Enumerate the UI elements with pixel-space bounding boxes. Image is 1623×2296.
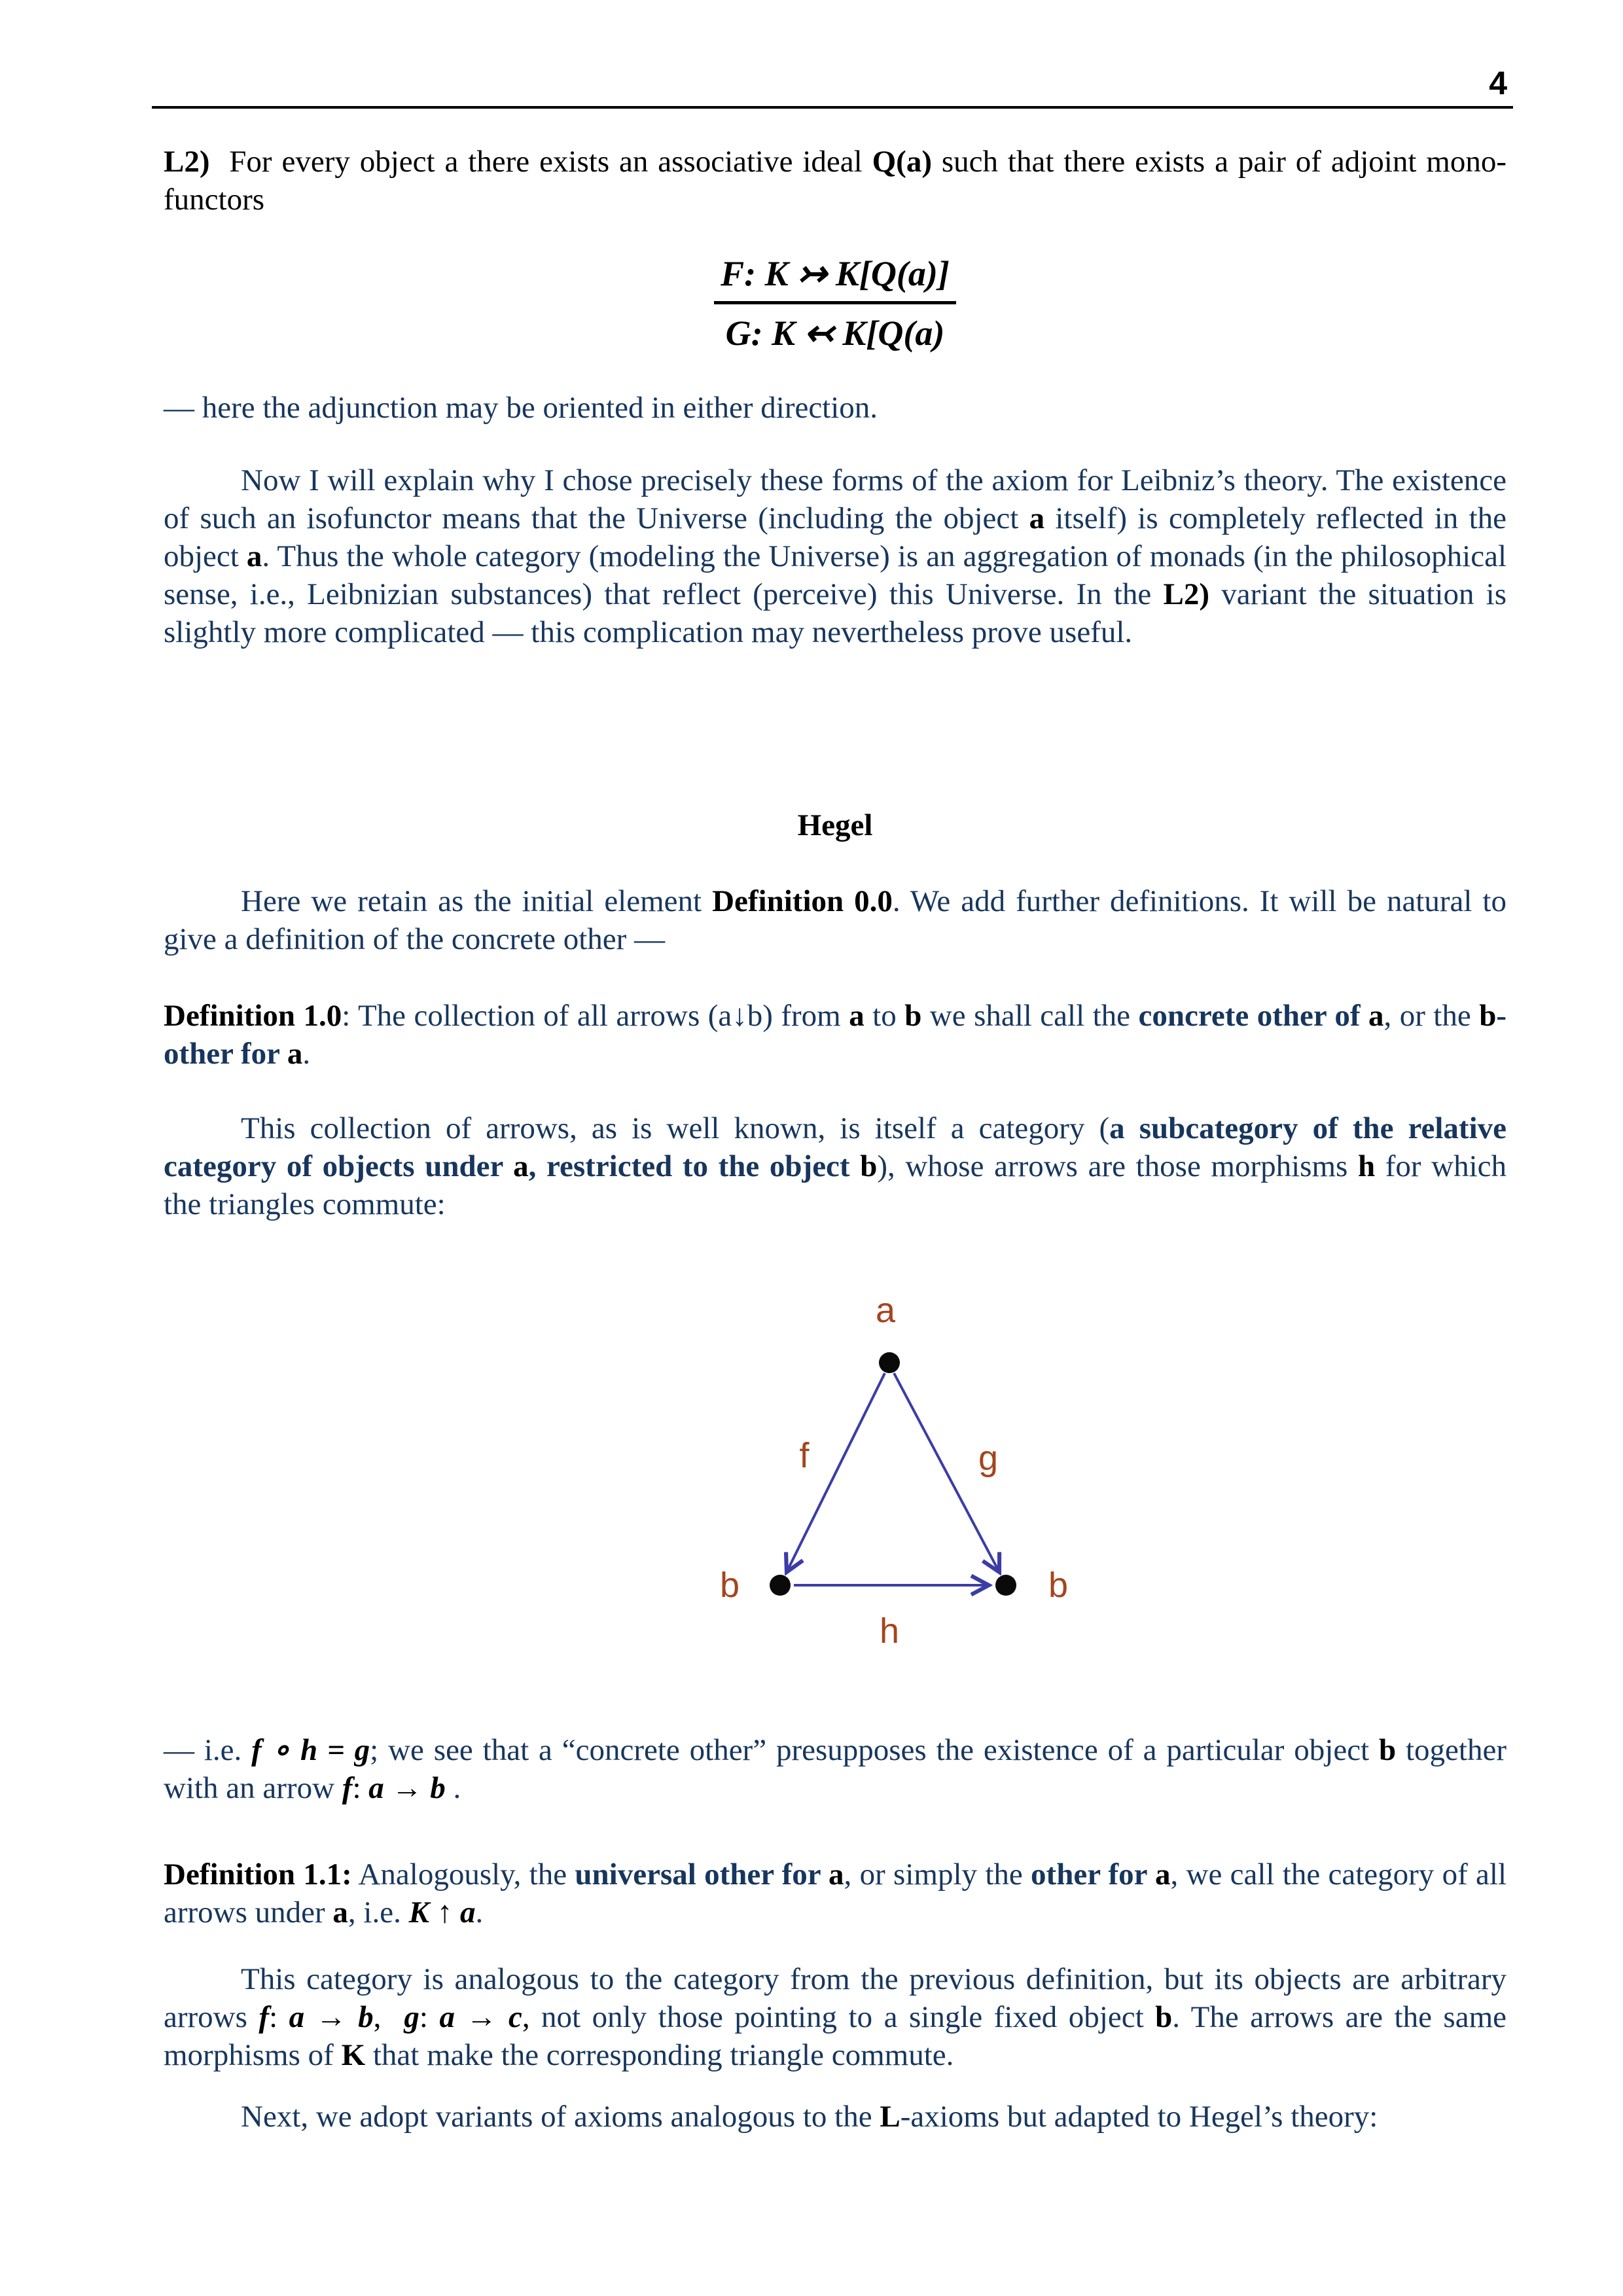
- text-run: concrete other of: [1138, 999, 1368, 1033]
- diagram-label: h: [879, 1611, 900, 1651]
- text-run: such that there exists a pair of adjoint mono-functors: [164, 145, 1507, 217]
- triangle-diagram-svg: [687, 1276, 1093, 1669]
- diagram-label: b: [1048, 1566, 1069, 1605]
- text-run: a: [1029, 501, 1045, 535]
- text-run: g: [404, 2000, 419, 2034]
- header-rule: [152, 106, 1513, 109]
- text-run: Definition 1.1:: [164, 1857, 352, 1892]
- text-run: c: [508, 2000, 522, 2034]
- text-run: L2): [164, 145, 210, 179]
- text-run: — here the adjunction may be oriented in either direction.: [164, 391, 878, 425]
- text-run: , we call the category of all arrows under: [164, 1857, 1507, 1929]
- text-run: a: [1368, 999, 1384, 1033]
- diagram-label: g: [978, 1439, 999, 1478]
- text-run: f: [259, 2000, 270, 2034]
- text-run: L2): [1163, 577, 1210, 611]
- text-run: we shall call the: [921, 999, 1139, 1033]
- text-run: ; we see that a “concrete other” presupposes the existence of a particular object: [370, 1733, 1379, 1767]
- text-run: .: [445, 1771, 461, 1805]
- text-run: a: [513, 1149, 529, 1183]
- text-run: Definition 0.0: [712, 884, 893, 918]
- paragraph-axiom-l2: [164, 143, 1507, 219]
- paragraph-definition-1-0: [164, 997, 1507, 1073]
- diagram-node: [995, 1575, 1016, 1596]
- text-run: →: [304, 2000, 359, 2034]
- text-run: a: [439, 2000, 455, 2034]
- formula-line-2: [714, 301, 956, 354]
- commuting-triangle-diagram: [687, 1276, 1093, 1669]
- paragraph-category-analogous: [164, 1960, 1507, 2074]
- text-run: .: [475, 1895, 484, 1929]
- text-run: a: [287, 1037, 303, 1071]
- paragraph-retain-definition: [164, 882, 1507, 958]
- text-run: -other for: [164, 999, 1507, 1071]
- text-run: b: [1378, 1733, 1397, 1767]
- text-run: For every object a there exists an associative ideal: [209, 145, 872, 179]
- text-run: universal other for: [575, 1857, 829, 1892]
- text-run: f ∘ h = g: [251, 1733, 370, 1767]
- text-run: — i.e.: [164, 1733, 252, 1767]
- text-run: a: [849, 999, 865, 1033]
- text-run: b: [430, 1771, 446, 1805]
- text-run: This category is analogous to the category from the previous definition, but its objects are arbitrary arrows: [164, 1962, 1507, 2034]
- text-run: :: [352, 1771, 369, 1805]
- fraction: [714, 253, 956, 354]
- text-run: restricted to the object: [546, 1149, 861, 1183]
- text-run: →: [383, 1771, 431, 1805]
- text-run: a: [332, 1895, 348, 1929]
- text-run: F: K ↣ K[Q(a)]: [721, 254, 950, 293]
- text-run: not only those pointing to a single fixed object: [529, 2000, 1156, 2034]
- text-run: , i.e.: [348, 1895, 409, 1929]
- text-run: a: [289, 2000, 305, 2034]
- formula-line-1: [714, 253, 956, 301]
- text-run: h: [1357, 1149, 1376, 1183]
- text-run: a: [368, 1771, 384, 1805]
- paragraph-adjunction-note: [164, 389, 1507, 427]
- text-run: for which the triangles commute:: [164, 1149, 1507, 1221]
- text-run: Q(a): [872, 145, 932, 179]
- text-run: K ↑ a: [408, 1895, 476, 1929]
- text-run: b: [358, 2000, 374, 2034]
- text-run: Now I will explain why I chose precisely these forms of the axiom for Leibniz’s theory. The existence of such an isofunctor means that the Universe (including the object: [164, 463, 1507, 535]
- text-run: ,: [373, 2000, 404, 2034]
- text-run: . We add further definitions. It will be natural to give a definition of the concrete other —: [164, 884, 1507, 956]
- page-number: 4: [1489, 65, 1507, 101]
- text-run: ,: [522, 2000, 530, 2034]
- text-run: b: [1155, 2000, 1173, 2034]
- text-run: a: [1154, 1857, 1171, 1892]
- text-run: →: [454, 2000, 508, 2034]
- text-run: . The arrows are the same morphisms of: [164, 2000, 1507, 2072]
- text-run: ), whose arrows are those morphisms: [877, 1149, 1358, 1183]
- paragraph-next-axioms: [164, 2098, 1507, 2136]
- text-run: b: [904, 999, 922, 1033]
- text-run: to: [864, 999, 905, 1033]
- diagram-node: [770, 1575, 791, 1596]
- text-run: b: [1479, 999, 1497, 1033]
- diagram-node: [879, 1352, 900, 1373]
- section-heading-hegel: Hegel: [797, 808, 873, 842]
- text-run: , or the: [1383, 999, 1480, 1033]
- paragraph-definition-1-1: [164, 1856, 1507, 1931]
- text-run: This collection of arrows, as is well known, is itself a category (: [241, 1111, 1110, 1145]
- text-run: together with an arrow: [164, 1733, 1507, 1805]
- diagram-label: f: [799, 1436, 810, 1475]
- text-run: a: [829, 1857, 844, 1892]
- text-run: :: [269, 2000, 289, 2034]
- text-run: that make the corresponding triangle commute.: [365, 2038, 954, 2072]
- text-run: , or simply the: [844, 1857, 1031, 1892]
- text-run: K: [341, 2038, 366, 2072]
- paragraph-composition-note: [164, 1731, 1507, 1807]
- diagram-label: b: [719, 1566, 740, 1605]
- diagram-label: a: [875, 1291, 896, 1330]
- text-run: .: [302, 1037, 311, 1071]
- text-run: itself) is completely reflected in the object: [164, 501, 1507, 573]
- text-run: -axioms but adapted to Hegel’s theory:: [900, 2100, 1378, 2134]
- paragraph-now-explain: [164, 461, 1507, 651]
- text-run: a subcategory of the relative category of objects under: [164, 1111, 1507, 1183]
- paragraph-collection-of-arrows: [164, 1109, 1507, 1223]
- text-run: G: K ↢ K[Q(a): [725, 314, 945, 353]
- text-run: Here we retain as the initial element: [241, 884, 713, 918]
- text-run: :: [419, 2000, 440, 2034]
- text-run: other for: [1031, 1857, 1155, 1892]
- text-run: Analogously, the: [351, 1857, 575, 1892]
- text-run: Definition 1.0: [164, 999, 342, 1033]
- text-run: b: [860, 1149, 878, 1183]
- text-run: a: [246, 539, 262, 573]
- text-run: ,: [528, 1149, 546, 1183]
- text-run: variant the situation is slightly more complicated — this complication may nevertheless prove useful.: [164, 577, 1507, 649]
- adjoint-functors-formula: [164, 253, 1507, 354]
- text-run: . Thus the whole category (modeling the Universe) is an aggregation of monads (in the philosophical sense, i.e., Leibnizian substances) that reflect (perceive) this Universe. In the: [164, 539, 1507, 611]
- text-run: : The collection of all arrows (a↓b) from: [342, 999, 849, 1033]
- text-run: Next, we adopt variants of axioms analogous to the: [241, 2100, 880, 2134]
- text-run: f: [342, 1771, 353, 1805]
- text-run: L: [880, 2100, 901, 2134]
